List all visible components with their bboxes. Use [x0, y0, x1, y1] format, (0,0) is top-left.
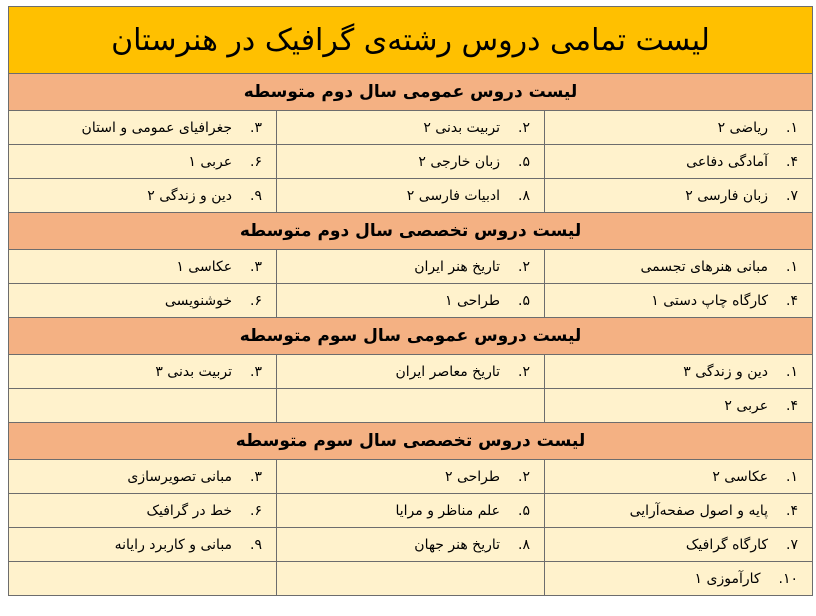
course-cell [545, 355, 813, 389]
course-name: دین و زندگی ۳ [683, 363, 769, 380]
table-row [9, 494, 813, 528]
course-number: ۶. [250, 502, 263, 519]
table-row [9, 355, 813, 389]
course-cell [545, 145, 813, 179]
section-title: لیست دروس عمومی سال دوم متوسطه [9, 74, 813, 111]
course-number: ۱. [786, 363, 799, 380]
course-name: خط در گرافیک [146, 502, 233, 519]
course-number: ۴. [786, 397, 799, 414]
course-name: طراحی ۱ [444, 292, 501, 309]
course-number: ۳. [250, 258, 263, 275]
course-name: آمادگی دفاعی [686, 153, 769, 170]
course-number: ۷. [786, 187, 799, 204]
course-name: تربیت بدنی ۳ [155, 363, 233, 380]
course-name: دین و زندگی ۲ [147, 187, 233, 204]
page-title: لیست تمامی دروس رشته‌ی گرافیک در هنرستان [9, 7, 813, 74]
course-cell [9, 389, 277, 423]
course-name: کارگاه گرافیک [685, 536, 769, 553]
course-number: ۸. [518, 187, 531, 204]
course-cell [9, 494, 277, 528]
course-number: ۲. [518, 363, 531, 380]
course-name: خوشنویسی [164, 292, 233, 309]
course-name: تاریخ معاصر ایران [395, 363, 501, 380]
course-cell [545, 494, 813, 528]
course-cell [277, 494, 545, 528]
course-number: ۲. [518, 468, 531, 485]
course-number: ۴. [786, 153, 799, 170]
course-cell [545, 111, 813, 145]
course-name: جغرافیای عمومی و استان [81, 119, 233, 136]
course-name: عکاسی ۱ [176, 258, 233, 275]
table-row [9, 284, 813, 318]
course-cell [277, 250, 545, 284]
course-name: تربیت بدنی ۲ [423, 119, 501, 136]
course-number: ۱. [786, 119, 799, 136]
section-header-row [9, 213, 813, 250]
course-cell [9, 460, 277, 494]
course-name: کارگاه چاپ دستی ۱ [651, 292, 769, 309]
course-cell [277, 355, 545, 389]
course-number: ۳. [250, 119, 263, 136]
course-cell [277, 562, 545, 596]
course-cell [277, 145, 545, 179]
course-name: علم مناظر و مرایا [395, 502, 501, 519]
section-header-row [9, 318, 813, 355]
course-cell [545, 460, 813, 494]
course-cell [277, 179, 545, 213]
course-number: ۹. [250, 536, 263, 553]
table-row [9, 179, 813, 213]
course-name: ادبیات فارسی ۲ [406, 187, 501, 204]
section-header-row [9, 74, 813, 111]
course-name: عربی ۲ [724, 397, 769, 414]
section-title: لیست دروس تخصصی سال سوم متوسطه [9, 423, 813, 460]
section-header-row [9, 423, 813, 460]
course-name: عربی ۱ [188, 153, 233, 170]
section-title: لیست دروس تخصصی سال دوم متوسطه [9, 213, 813, 250]
course-cell [545, 250, 813, 284]
course-number: ۹. [250, 187, 263, 204]
course-name: طراحی ۲ [444, 468, 501, 485]
course-cell [9, 111, 277, 145]
course-cell [545, 179, 813, 213]
table-row [9, 389, 813, 423]
course-cell [277, 389, 545, 423]
course-number: ۶. [250, 153, 263, 170]
course-cell [9, 284, 277, 318]
course-cell [277, 528, 545, 562]
course-name: مبانی و کاربرد رایانه [114, 536, 233, 553]
title-row [9, 7, 813, 74]
course-cell [545, 389, 813, 423]
course-number: ۱. [786, 468, 799, 485]
table-row [9, 528, 813, 562]
course-name: کارآموزی ۱ [694, 570, 761, 587]
course-cell [277, 284, 545, 318]
table-row [9, 562, 813, 596]
course-name: تاریخ هنر ایران [414, 258, 501, 275]
course-list-table [8, 6, 813, 596]
course-cell [545, 562, 813, 596]
course-cell [277, 111, 545, 145]
section-title: لیست دروس عمومی سال سوم متوسطه [9, 318, 813, 355]
table-row [9, 111, 813, 145]
course-name: زبان خارجی ۲ [418, 153, 501, 170]
course-cell [9, 528, 277, 562]
course-cell [9, 145, 277, 179]
course-number: ۷. [786, 536, 799, 553]
table-row [9, 250, 813, 284]
course-number: ۴. [786, 502, 799, 519]
course-name: مبانی هنرهای تجسمی [640, 258, 769, 275]
course-name: تاریخ هنر جهان [414, 536, 501, 553]
table-row [9, 460, 813, 494]
course-number: ۸. [518, 536, 531, 553]
course-name: عکاسی ۲ [712, 468, 769, 485]
course-number: ۴. [786, 292, 799, 309]
course-cell [9, 562, 277, 596]
course-name: پایه و اصول صفحه‌آرایی [629, 502, 769, 519]
table-row [9, 145, 813, 179]
course-number: ۵. [518, 502, 531, 519]
course-name: ریاضی ۲ [717, 119, 769, 136]
course-number: ۱۰. [778, 570, 799, 587]
course-number: ۳. [250, 468, 263, 485]
course-cell [545, 528, 813, 562]
course-name: مبانی تصویرسازی [127, 468, 233, 485]
course-name: زبان فارسی ۲ [685, 187, 769, 204]
course-number: ۱. [786, 258, 799, 275]
course-number: ۳. [250, 363, 263, 380]
course-number: ۵. [518, 153, 531, 170]
course-cell [9, 355, 277, 389]
course-number: ۲. [518, 119, 531, 136]
course-number: ۵. [518, 292, 531, 309]
course-number: ۲. [518, 258, 531, 275]
course-number: ۶. [250, 292, 263, 309]
course-cell [9, 250, 277, 284]
course-cell [545, 284, 813, 318]
course-cell [277, 460, 545, 494]
course-cell [9, 179, 277, 213]
